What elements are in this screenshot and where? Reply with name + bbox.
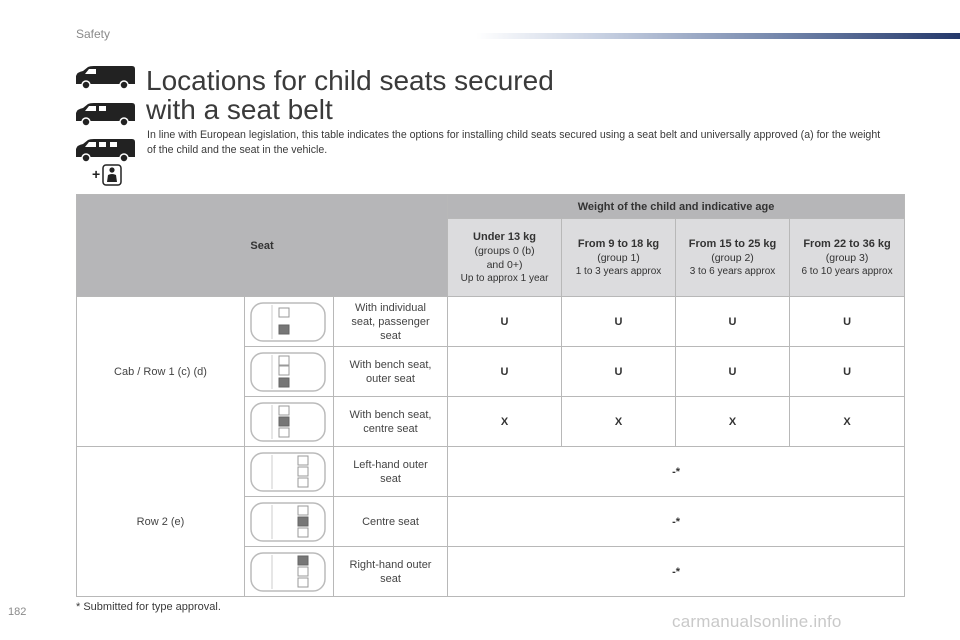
table-cell: X [562,397,676,447]
row-group-label: Cab / Row 1 (c) (d) [77,297,245,447]
column-age: 3 to 6 years approx [689,265,776,277]
table-cell: -* [448,447,905,497]
van-top-view-icon [250,351,328,393]
table-cell: U [448,297,562,347]
watermark: carmanualsonline.info [672,612,842,631]
plus-sign: + [92,166,101,182]
table-cell: U [562,297,676,347]
van-top-view-icon [250,401,328,443]
table-cell: X [448,397,562,447]
van-icon [74,100,136,128]
table-cell: U [676,347,790,397]
seat-position: With bench seat, centre seat [334,397,448,447]
seat-position: With individual seat, passenger seat [334,297,448,347]
table-cell: X [790,397,905,447]
seat-header: Seat [77,195,448,297]
seat-diagram [245,297,334,347]
child-seat-icon [102,164,122,186]
table-cell: -* [448,547,905,597]
table-cell: U [676,297,790,347]
table-cell: U [790,347,905,397]
seat-diagram [245,397,334,447]
van-icon [74,136,136,164]
seat-diagram [245,497,334,547]
title-line-2: with a seat belt [146,94,333,125]
van-icon [74,64,136,90]
seat-position: With bench seat, outer seat [334,347,448,397]
column-age: Up to approx 1 year [460,272,549,284]
column-header [676,219,790,297]
seat-diagram [245,347,334,397]
page-title [146,66,554,124]
column-age: 1 to 3 years approx [575,265,662,277]
child-seat-table [76,194,905,597]
column-weight: From 22 to 36 kg [803,237,891,250]
seat-diagram [245,447,334,497]
row-group-label: Row 2 (e) [77,447,245,597]
table-cell: U [448,347,562,397]
column-weight: From 15 to 25 kg [688,237,777,250]
van-icon-group [74,64,140,186]
weight-header: Weight of the child and indicative age [448,195,905,219]
table-cell: U [790,297,905,347]
intro-paragraph: In line with European legislation, this table indicates the options for installing child seats secured using a seat belt and universally approved (a) for the weight of the child and the seat in the vehicle. [147,129,881,156]
table-cell: U [562,347,676,397]
column-group: (groups 0 (b) and 0+) [474,244,535,271]
page-number: 182 [8,606,27,618]
column-weight: Under 13 kg [473,230,536,243]
seat-position: Right-hand outer seat [334,547,448,597]
table-cell: X [676,397,790,447]
van-top-view-icon [250,501,328,543]
title-line-1: Locations for child seats secured [146,65,554,96]
seat-position: Left-hand outer seat [334,447,448,497]
column-header [790,219,905,297]
seat-position: Centre seat [334,497,448,547]
column-group: (group 2) [711,251,754,264]
table-cell: -* [448,497,905,547]
seat-diagram [245,547,334,597]
header-bar [476,33,960,39]
column-header [448,219,562,297]
column-header [562,219,676,297]
section-label: Safety [76,27,111,41]
footnote: * Submitted for type approval. [76,601,221,613]
column-group: (group 3) [825,251,869,264]
van-top-view-icon [250,451,328,493]
van-top-view-icon [250,551,328,593]
van-top-view-icon [250,301,328,343]
column-group: (group 1) [597,251,640,264]
column-weight: From 9 to 18 kg [577,237,660,250]
column-age: 6 to 10 years approx [801,265,893,277]
